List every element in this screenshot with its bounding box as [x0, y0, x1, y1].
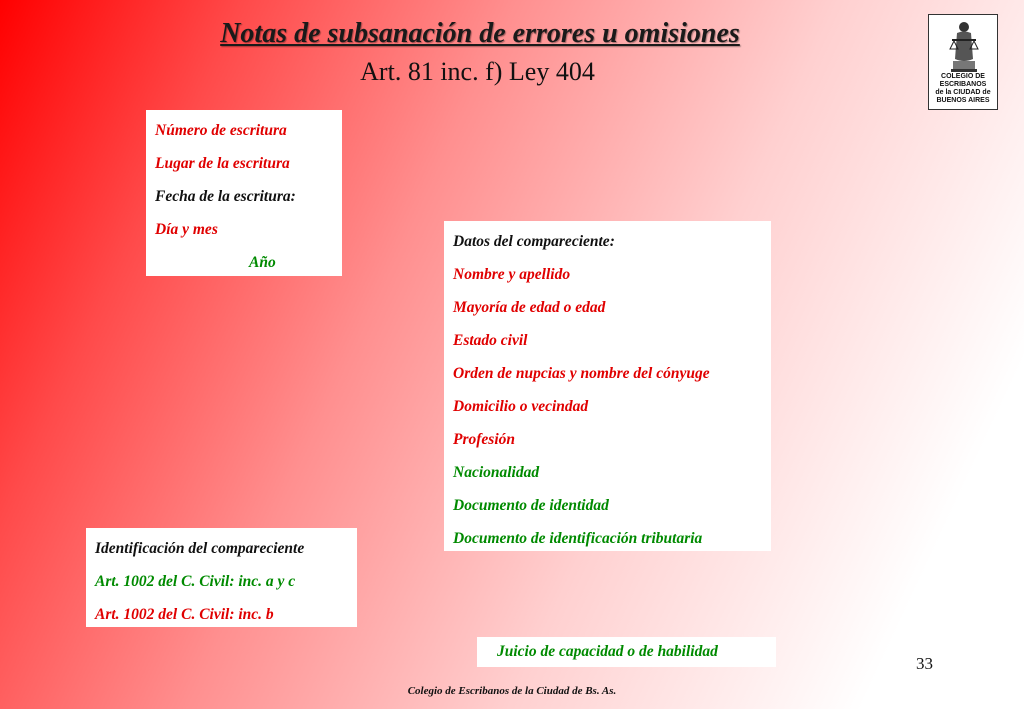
- fecha-escritura-line: Fecha de la escritura:: [155, 188, 296, 205]
- documento-tributario-line: Documento de identificación tributaria: [453, 530, 703, 547]
- estado-civil-line: Estado civil: [453, 332, 528, 349]
- art-1002-ac-line: Art. 1002 del C. Civil: inc. a y c: [95, 573, 296, 590]
- art-1002-b-line: Art. 1002 del C. Civil: inc. b: [95, 606, 274, 623]
- orden-nupcias-line: Orden de nupcias y nombre del cónyuge: [453, 365, 710, 382]
- nacionalidad-line: Nacionalidad: [453, 464, 540, 481]
- page-number: 33: [916, 654, 933, 673]
- juicio-capacidad-line: Juicio de capacidad o de habilidad: [497, 643, 718, 660]
- juicio-box: [477, 637, 776, 667]
- domicilio-line: Domicilio o vecindad: [453, 398, 589, 415]
- logo-text: COLEGIO DE ESCRIBANOS de la CIUDAD de BUENOS AIRES: [935, 73, 991, 104]
- identificacion-box: [86, 528, 357, 627]
- documento-identidad-line: Documento de identidad: [453, 497, 609, 514]
- anio-line: Año: [249, 254, 276, 271]
- escritura-box: [146, 110, 342, 276]
- dia-mes-line: Día y mes: [155, 221, 218, 238]
- datos-heading: Datos del compareciente:: [453, 233, 615, 250]
- numero-escritura-line: Número de escritura: [155, 122, 287, 139]
- justice-figure-icon: [945, 19, 983, 73]
- footer-text: Colegio de Escribanos de la Ciudad de Bs. As.: [407, 685, 617, 697]
- datos-compareciente-box: [444, 221, 771, 551]
- nombre-apellido-line: Nombre y apellido: [453, 266, 571, 283]
- identificacion-heading: Identificación del compareciente: [95, 540, 305, 557]
- lugar-escritura-line: Lugar de la escritura: [155, 155, 290, 172]
- profesion-line: Profesión: [453, 431, 515, 448]
- slide-title: Notas de subsanación de errores u omisiones: [220, 18, 740, 49]
- slide-subtitle: Art. 81 inc. f) Ley 404: [360, 57, 595, 86]
- colegio-logo: [928, 14, 998, 110]
- mayoria-edad-line: Mayoría de edad o edad: [453, 299, 606, 316]
